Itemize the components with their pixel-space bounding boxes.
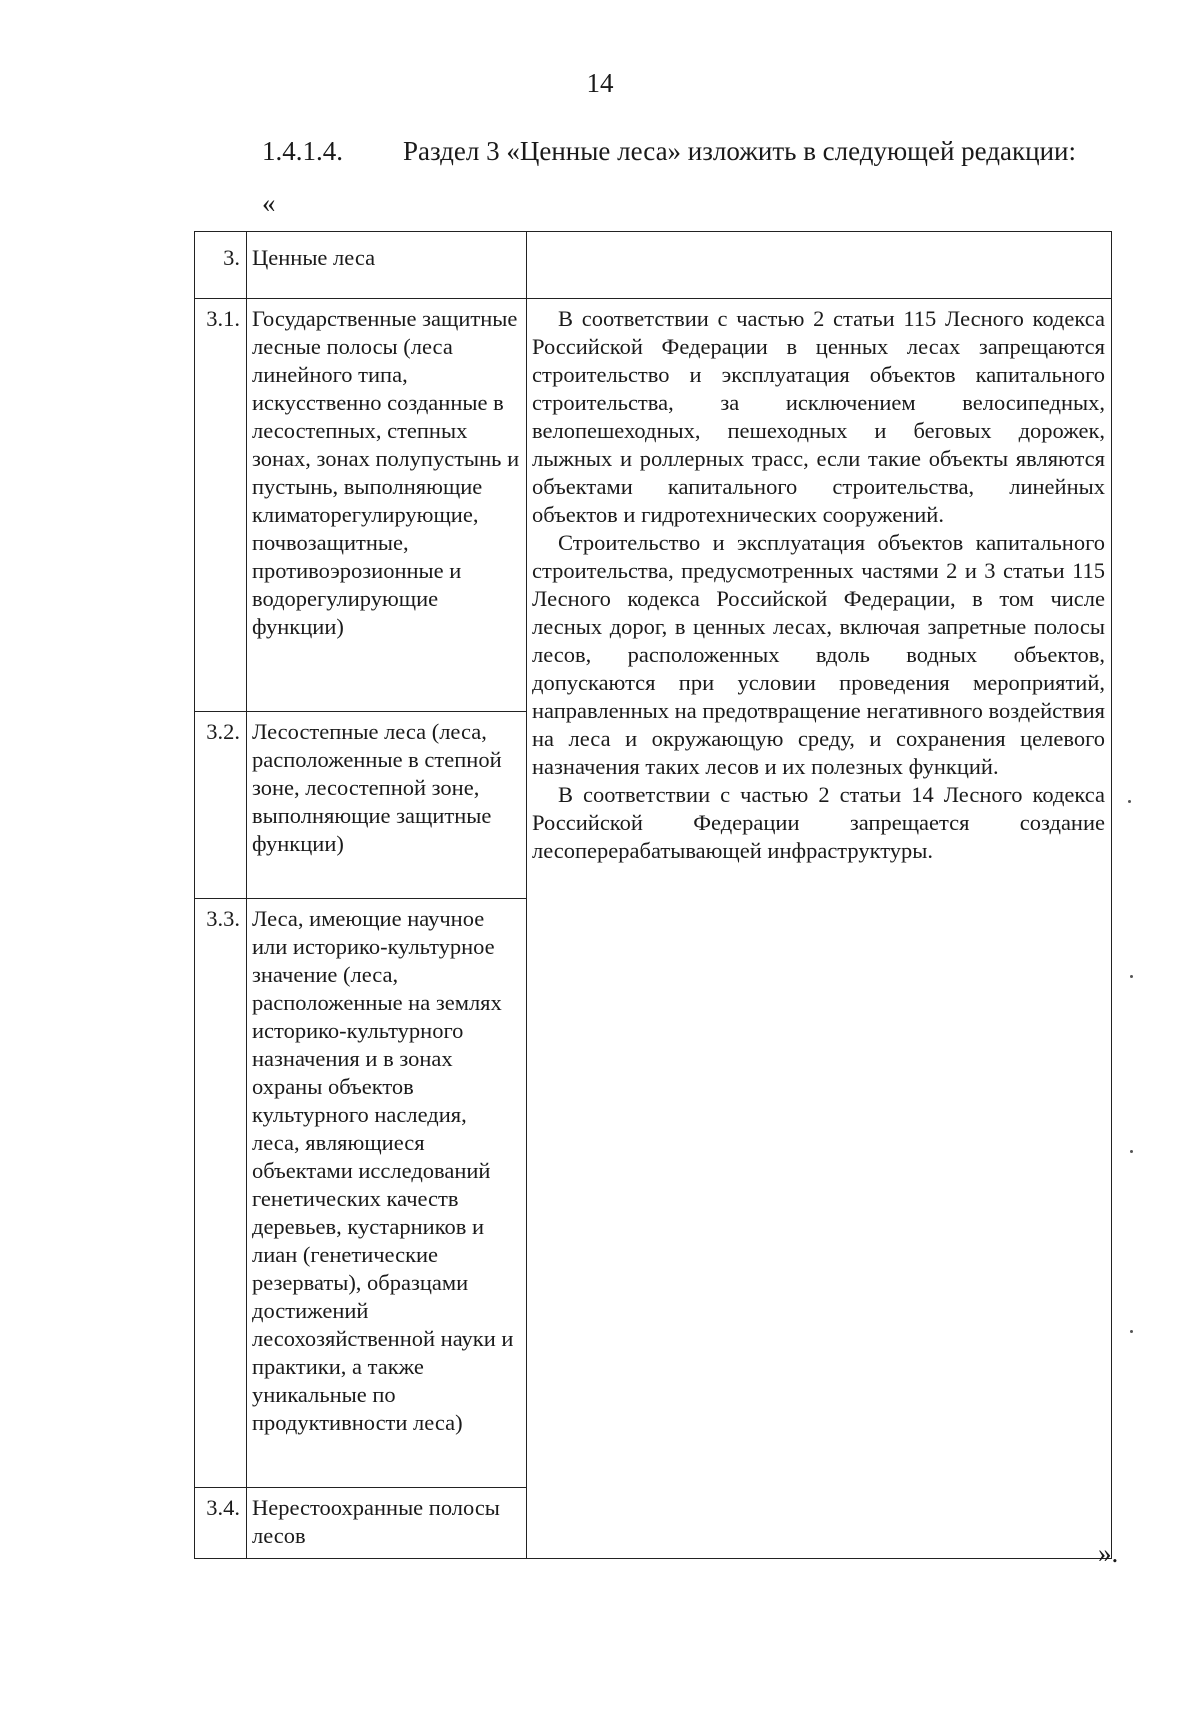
table-header-row bbox=[195, 232, 1112, 299]
regulation-paragraph: В соответствии с частью 2 статьи 14 Лесного кодекса Российской Федерации запрещается создание лесоперерабатывающей инфраструктуры. bbox=[532, 782, 1105, 863]
table-row bbox=[195, 299, 1112, 712]
clause-number: 1.4.1.4. bbox=[262, 136, 343, 166]
row-number: 3.1. bbox=[195, 299, 247, 712]
regulation-paragraph: Строительство и эксплуатация объектов капитального строительства, предусмотренных частями 2 и 3 статьи 115 Лесного кодекса Российской Федерации, в том числе лесных дорог, в ценных лесах, включая запретные полосы лесов, расположенных вдоль водных объектов, допускаются при условии проведения мероприятий, направленных на предотвращение негативного воздействия на леса и окружающую среду, и сохранения целевого назначения таких лесов и их полезных функций. bbox=[532, 530, 1105, 779]
clause-text: Раздел 3 «Ценные леса» изложить в следующей редакции: bbox=[403, 136, 1076, 166]
row-number: 3.2. bbox=[195, 712, 247, 899]
page-number: 14 bbox=[586, 68, 614, 98]
regulation-text-cell bbox=[527, 299, 1112, 1559]
header-empty-cell bbox=[527, 232, 1112, 299]
section-number: 3. bbox=[195, 232, 247, 299]
scan-speck bbox=[1130, 1330, 1133, 1333]
row-category: Нерестоохранные полосы лесов bbox=[247, 1488, 527, 1559]
opening-quote: « bbox=[262, 188, 276, 218]
scan-speck bbox=[1130, 1150, 1133, 1153]
valuable-forests-table bbox=[194, 231, 1112, 1559]
closing-quote: ». bbox=[1098, 1538, 1119, 1568]
row-category: Государственные защитные лесные полосы (леса линейного типа, искусственно созданные в лесостепных, степных зонах, зонах полупустынь и пустынь, выполняющие климаторегулирующие, почвозащитные, противоэрозионные и водорегулирующие функции) bbox=[247, 299, 527, 712]
scan-speck bbox=[1128, 800, 1131, 803]
row-number: 3.3. bbox=[195, 899, 247, 1488]
section-title: Ценные леса bbox=[247, 232, 527, 299]
regulation-paragraph: В соответствии с частью 2 статьи 115 Лесного кодекса Российской Федерации в ценных лесах запрещаются строительство и эксплуатация объектов капитального строительства, за исключением велосипедных, велопешеходных, пешеходных и беговых дорожек, лыжных и роллерных трасс, если такие объекты являются объектами капитального строительства, линейных объектов и гидротехнических сооружений. bbox=[532, 306, 1105, 527]
row-number: 3.4. bbox=[195, 1488, 247, 1559]
scan-speck bbox=[1130, 975, 1133, 978]
row-category: Лесостепные леса (леса, расположенные в степной зоне, лесостепной зоне, выполняющие защитные функции) bbox=[247, 712, 527, 899]
row-category: Леса, имеющие научное или историко-культурное значение (леса, расположенные на землях историко-культурного назначения и в зонах охраны объектов культурного наследия, леса, являющиеся объектами исследований генетических качеств деревьев, кустарников и лиан (генетические резерваты), образцами достижений лесохозяйственной науки и практики, а также уникальные по продуктивности леса) bbox=[247, 899, 527, 1488]
